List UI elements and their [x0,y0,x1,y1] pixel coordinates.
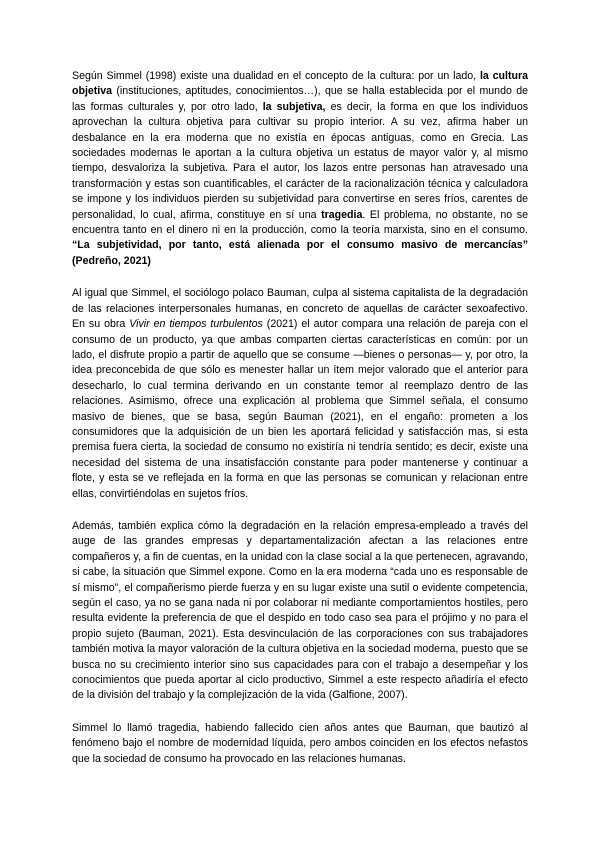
paragraph-1 [72,69,528,269]
text-run: Al igual que Simmel, el sociólogo polaco Bauman, culpa al sistema capitalista de la degradación de las relaciones interpersonales humanas, en concreto de aquellas de carácter sexoafectivo. En su obra [72,287,528,331]
text-run: Simmel lo llamó tragedia, habiendo fallecido cien años antes que Bauman, que bautizó al fenómeno bajo el nombre de modernidad líquida, pero ambos coinciden en los efectos nefastos que la sociedad de consumo ha provocado en las relaciones humanas. [72,721,528,765]
paragraph-3 [72,519,528,704]
text-run: es decir, la forma en que los individuos aprovechan la cultura objetiva para cultivar su propio interior. A su vez, afirma haber un desbalance en la era moderna que no existía en épocas antiguas, como en Grecia. Las sociedades modernas le aportan a la cultura objetiva un estatus de mayor valor y, al mismo tiempo, desvaloriza la subjetiva. Para el autor, los lazos entre personas han atravesado una transformación y estas son cuantificables, el carácter de la racionalización técnica y calculadora se impone y los individuos pierden su subjetividad para convertirse en seres fríos, carentes de personalidad, lo cual, afirma, constituye en sí una [72,100,529,221]
text-run: “La subjetividad, por tanto, está alienada por el consumo masivo de mercancías” (Pedreño, 2021) [72,239,528,267]
text-run: (instituciones, aptitudes, conocimientos…), que se halla establecida por el mundo de las formas culturales y, por otro lado, [72,85,528,113]
text-run: . El problema, no obstante, no se encuentra tanto en el dinero ni en la producción, como la teoría marxista, sino en el consumo. [72,208,528,237]
text-run: Según Simmel (1998) existe una dualidad en el concepto de la cultura: por un lado, [72,70,480,82]
text-run: la cultura objetiva [72,70,528,98]
text-run: la subjetiva, [262,100,326,113]
text-run: Además, también explica cómo la degradación en la relación empresa-empleado a través del auge de las grandes empresas y departamentalización afectan a las relaciones entre compañeros y, a fin de cuentas, en la unidad con la clase social a la que pertenecen, agravando, si cabe, la situación que Simmel expone. Como en la era moderna “cada uno es responsable de sí mismo”, el compañerismo pierde fuerza y en su lugar existe una sutil o evidente competencia, según el caso, ya no se gana nada ni por colaborar ni mediante comportamientos hostiles, pero resulta evidente la preferencia de que el despido en todo caso sea para el prójimo y no para el propio sujeto (Bauman, 2021). Esta desvinculación de las corporaciones con sus trabajadores también motiva la mayor valoración de la cultura objetiva en la sociedad moderna, puesto que se busca no su crecimiento interior sino sus capacidades para con el trabajo a desempeñar y los conocimientos que pueda aportar al ciclo productivo, Simmel a este respecto añadiría el efecto de la división del trabajo y la complejización de la vida (Galfione, 2007). [72,519,528,702]
text-run: Vivir en tiempos turbulentos [129,318,263,331]
paragraph-2 [72,286,528,502]
text-run: (2021) el autor compara una relación de pareja con el consumo de un producto, ya que ambas comparten ciertas características en común: por un lado, el disfrute propio a partir de aquello que se consume —bienes o personas— y, por otro, la idea preconcebida de que sólo es menester hallar un ítem mejor valorado que el anterior para desecharlo, lo cual termina derivando en un constante temor al reemplazo dentro de las relaciones. Asimismo, ofrece una explicación al problema que Simmel señala, el consumo masivo de bienes, que se basa, según Bauman (2021), en el engaño: prometen a los consumidores que la adquisición de un bien les aportará felicidad y satisfacción mas, si esta premisa fuera cierta, la sociedad de consumo no existiría ni tendría sentido; es decir, existe una necesidad del sistema de una insatisfacción constante para poder mantenerse y continuar a flote, y esta se ve reflejada en la forma en que las personas se comunican y relacionan entre ellas, convirtiéndolas en sujetos fríos. [72,318,528,500]
document-body [72,69,528,784]
text-run: tragedia [321,208,363,221]
paragraph-4 [72,721,528,767]
